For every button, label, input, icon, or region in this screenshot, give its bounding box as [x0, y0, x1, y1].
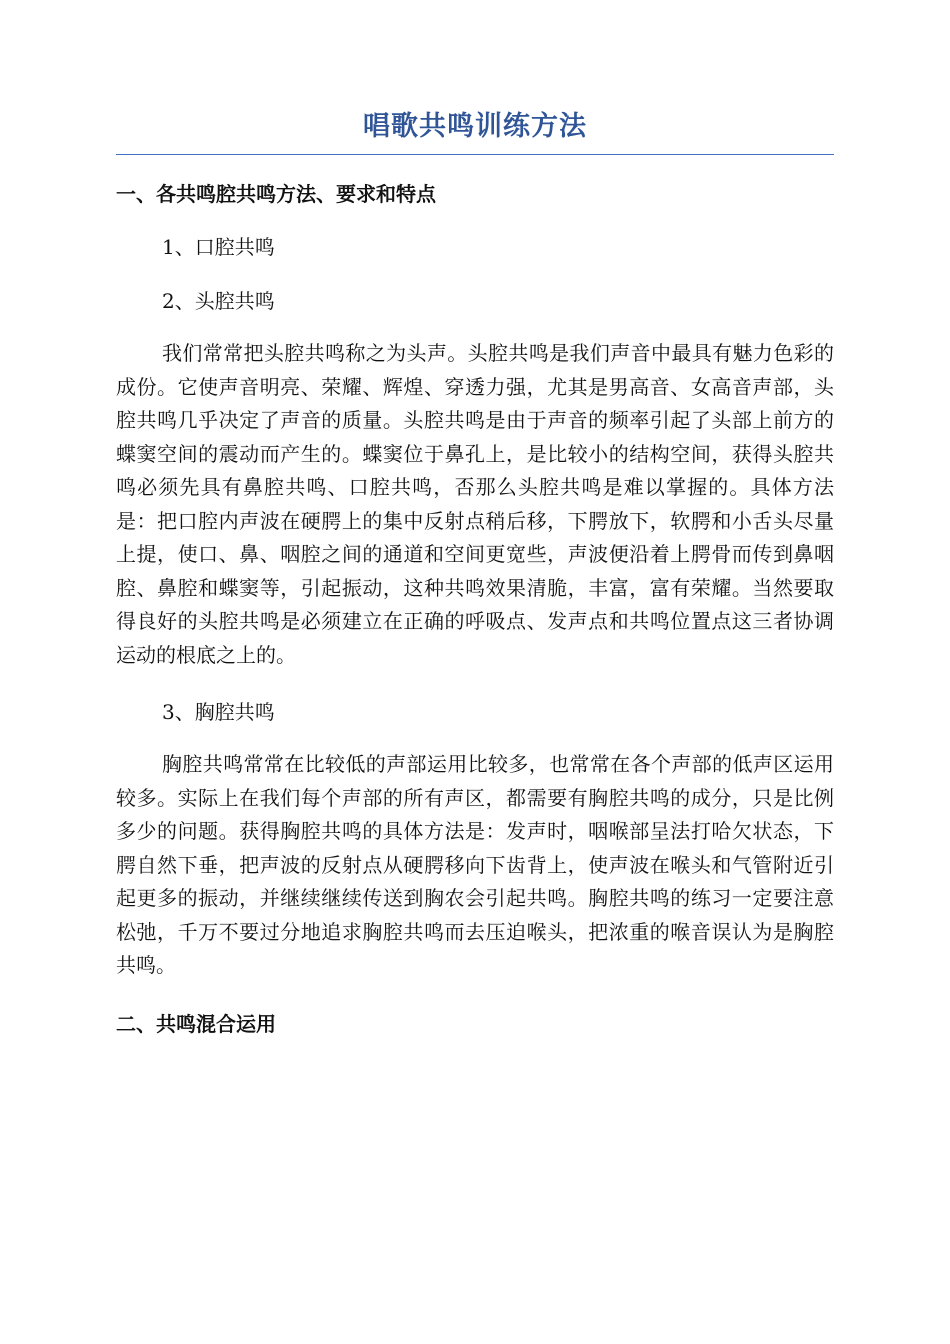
document-title: 唱歌共鸣训练方法	[116, 108, 834, 155]
document-page	[116, 108, 834, 1038]
list-item-oral-resonance: 1、口腔共鸣	[162, 235, 275, 259]
list-item-chest-resonance: 3、胸腔共鸣	[162, 700, 275, 724]
paragraph-chest-resonance: 胸腔共鸣常常在比较低的声部运用比较多，也常常在各个声部的低声区运用较多。实际上在我们每个声部的所有声区，都需要有胸腔共鸣的成分，只是比例多少的问题。获得胸腔共鸣的具体方法是：发声时，咽喉部呈法打哈欠状态，下腭自然下垂，把声波的反射点从硬腭移向下齿背上，使声波在喉头和气管附近引起更多的振动，并继续继续传送到胸农会引起共鸣。胸腔共鸣的练习一定要注意松弛，千万不要过分地追求胸腔共鸣而去压迫喉头，把浓重的喉音误认为是胸腔共鸣。	[116, 752, 834, 977]
section-heading-2: 二、共鸣混合运用	[116, 1011, 276, 1036]
paragraph-head-resonance: 我们常常把头腔共鸣称之为头声。头腔共鸣是我们声音中最具有魅力色彩的成份。它使声音明亮、荣耀、辉煌、穿透力强，尤其是男高音、女高音声部，头腔共鸣几乎决定了声音的质量。头腔共鸣是由于声音的频率引起了头部上前方的蝶窦空间的震动而产生的。蝶窦位于鼻孔上，是比较小的结构空间，获得头腔共鸣必须先具有鼻腔共鸣、口腔共鸣，否那么头腔共鸣是难以掌握的。具体方法是：把口腔内声波在硬腭上的集中反射点稍后移，下腭放下，软腭和小舌头尽量上提，使口、鼻、咽腔之间的通道和空间更宽些，声波便沿着上腭骨而传到鼻咽腔、鼻腔和蝶窦等，引起振动，这种共鸣效果清脆，丰富，富有荣耀。当然要取得良好的头腔共鸣是必须建立在正确的呼吸点、发声点和共鸣位置点这三者协调运动的根底之上的。	[116, 341, 834, 667]
list-item-head-resonance: 2、头腔共鸣	[162, 289, 275, 313]
section-heading-1: 一、各共鸣腔共鸣方法、要求和特点	[116, 182, 436, 206]
